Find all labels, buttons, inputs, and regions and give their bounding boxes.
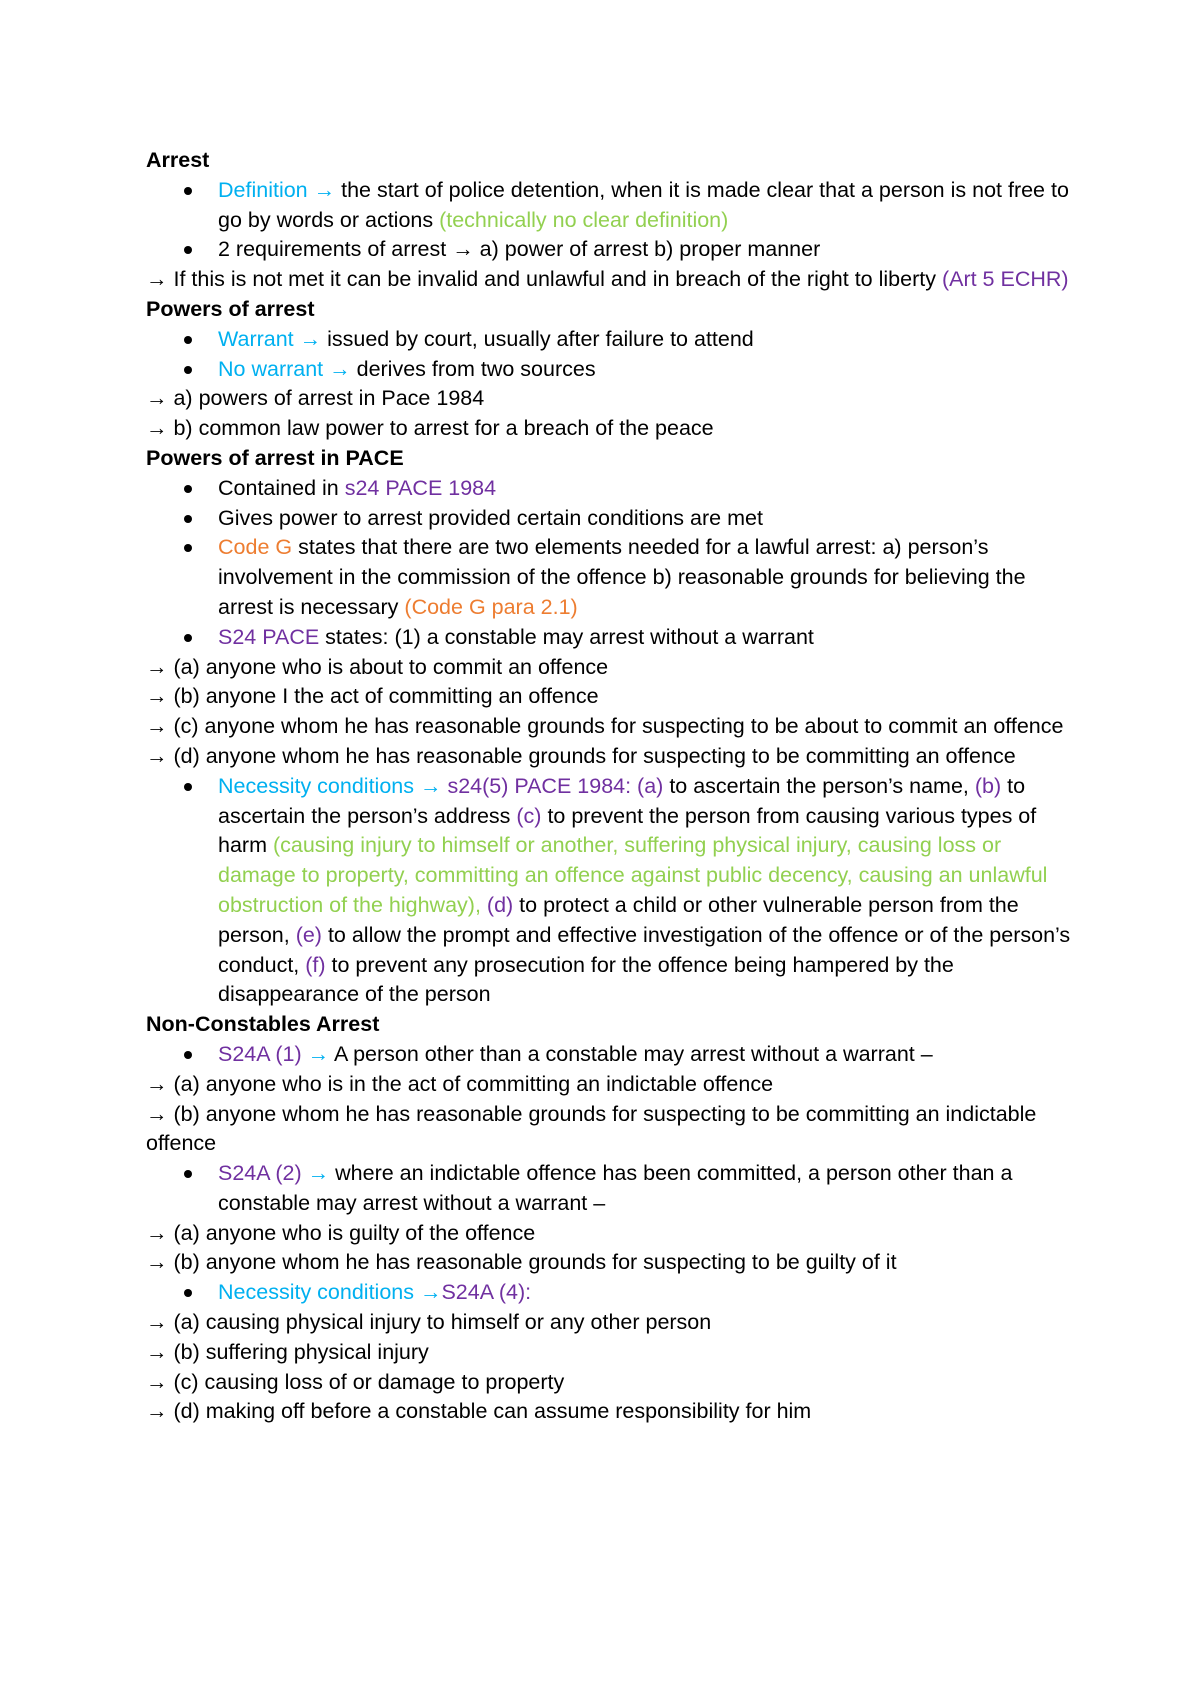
- text-span: states: (1) a constable may arrest without a warrant: [325, 624, 814, 649]
- document-body: [146, 146, 1076, 1427]
- text-span: → (a) causing physical injury to himself or any other person: [146, 1310, 712, 1335]
- highlighted-text: No warrant →: [218, 356, 357, 381]
- text-line: [146, 1397, 1076, 1427]
- text-span: → (c) anyone whom he has reasonable grounds for suspecting to be about to commit an offence: [146, 714, 1064, 739]
- bullet-item: [146, 325, 1076, 355]
- highlighted-text: (causing injury to himself or another, suffering physical injury, causing loss or damage to property, committing an offence against public decency, causing an unlawful obstruction of the highway),: [218, 833, 1048, 917]
- text-span: Arrest: [146, 148, 210, 172]
- bullet-item: [146, 504, 1076, 534]
- text-span: to ascertain the person’s address: [218, 773, 1026, 828]
- highlighted-text: (e): [295, 922, 322, 947]
- text-span: → (b) suffering physical injury: [146, 1339, 429, 1364]
- highlighted-text: Warrant →: [218, 326, 328, 351]
- highlighted-text: →: [307, 1161, 336, 1186]
- section-heading: [146, 444, 1076, 474]
- highlighted-text: S24 PACE: [218, 624, 326, 649]
- text-span: Non-Constables Arrest: [146, 1012, 380, 1037]
- bullet-item: [146, 235, 1076, 265]
- text-line: [146, 653, 1076, 683]
- text-span: Powers of arrest: [146, 296, 315, 321]
- bullet-item: [146, 772, 1076, 1010]
- highlighted-text: →: [307, 1041, 334, 1066]
- text-line: [146, 1338, 1076, 1368]
- bullet-item: [146, 623, 1076, 653]
- text-span: where an indictable offence has been committed, a person other than a constable may arrest without a warrant –: [218, 1161, 1013, 1215]
- text-span: Contained in: [218, 475, 345, 500]
- text-span: → If this is not met it can be invalid and unlawful and in breach of the right to liberty: [146, 267, 942, 292]
- highlighted-text: (b): [974, 773, 1002, 798]
- highlighted-text: (Code G para 2.1): [404, 594, 578, 619]
- text-line: [146, 1219, 1076, 1249]
- highlighted-text: Definition →: [218, 177, 342, 202]
- text-line: [146, 1070, 1076, 1100]
- text-span: derives from two sources: [356, 356, 596, 381]
- text-line: [146, 712, 1076, 742]
- bullet-item: [146, 1159, 1076, 1219]
- text-span: → (a) anyone who is guilty of the offence: [146, 1220, 536, 1245]
- highlighted-text: (f): [305, 952, 326, 977]
- text-span: → (b) anyone I the act of committing an offence: [146, 684, 599, 709]
- text-span: → (a) anyone who is in the act of committing an indictable offence: [146, 1071, 774, 1096]
- text-span: to prevent the person from causing various types of harm: [218, 803, 1037, 858]
- text-line: [146, 414, 1076, 444]
- text-span: → (d) anyone whom he has reasonable grounds for suspecting to be committing an offence: [146, 743, 1016, 768]
- text-span: → (b) anyone whom he has reasonable grounds for suspecting to be committing an indictable offence: [146, 1101, 1037, 1156]
- highlighted-text: (d): [486, 892, 514, 917]
- highlighted-text: S24A (4):: [441, 1280, 532, 1305]
- bullet-item: [146, 176, 1076, 236]
- highlighted-text: (c): [516, 803, 542, 828]
- highlighted-text: (technically no clear definition): [439, 207, 729, 232]
- text-line: [146, 265, 1076, 295]
- text-span: → b) common law power to arrest for a breach of the peace: [146, 416, 714, 441]
- text-line: [146, 1368, 1076, 1398]
- text-span: issued by court, usually after failure to attend: [327, 326, 754, 351]
- highlighted-text: Necessity conditions →: [218, 1280, 442, 1305]
- bullet-item: [146, 533, 1076, 622]
- text-span: → (a) anyone who is about to commit an offence: [146, 654, 609, 679]
- text-span: 2 requirements of arrest → a) power of arrest b) proper manner: [218, 237, 821, 262]
- text-line: [146, 682, 1076, 712]
- text-span: to prevent any prosecution for the offence being hampered by the disappearance of the person: [218, 952, 954, 1007]
- text-span: to protect a child or other vulnerable person from the person,: [218, 892, 1019, 947]
- text-span: → (c) causing loss of or damage to property: [146, 1369, 565, 1394]
- highlighted-text: Code G: [218, 535, 299, 560]
- highlighted-text: Necessity conditions →: [218, 773, 448, 798]
- text-span: Powers of arrest in PACE: [146, 445, 404, 470]
- text-line: [146, 384, 1076, 414]
- bullet-item: [146, 355, 1076, 385]
- text-span: to ascertain the person’s name,: [663, 773, 975, 798]
- text-span: → (d) making off before a constable can assume responsibility for him: [146, 1399, 812, 1424]
- text-span: Gives power to arrest provided certain conditions are met: [218, 505, 763, 530]
- bullet-item: [146, 1040, 1076, 1070]
- highlighted-text: s24 PACE 1984: [344, 475, 497, 500]
- text-line: [146, 742, 1076, 772]
- highlighted-text: S24A (1): [218, 1041, 308, 1066]
- text-span: the start of police detention, when it is made clear that a person is not free to go by words or actions: [218, 177, 1069, 232]
- text-span: → a) powers of arrest in Pace 1984: [146, 386, 485, 411]
- text-line: [146, 1248, 1076, 1278]
- text-span: to allow the prompt and effective investigation of the offence or of the person’s conduct,: [218, 922, 1071, 977]
- highlighted-text: S24A (2): [218, 1161, 308, 1186]
- text-span: → (b) anyone whom he has reasonable grounds for suspecting to be guilty of it: [146, 1250, 897, 1275]
- text-line: [146, 1100, 1076, 1160]
- text-span: A person other than a constable may arrest without a warrant –: [333, 1041, 933, 1066]
- highlighted-text: (Art 5 ECHR): [941, 267, 1069, 292]
- section-heading: [146, 1010, 1076, 1040]
- section-heading: [146, 295, 1076, 325]
- text-line: [146, 1308, 1076, 1338]
- bullet-item: [146, 474, 1076, 504]
- text-span: states that there are two elements needed for a lawful arrest: a) person’s involvement in the commission of the offence b) reasonable grounds for believing the arrest is necessary: [218, 535, 1026, 619]
- highlighted-text: s24(5) PACE 1984: (a): [447, 773, 664, 798]
- section-heading: [146, 146, 1076, 176]
- bullet-item: [146, 1278, 1076, 1308]
